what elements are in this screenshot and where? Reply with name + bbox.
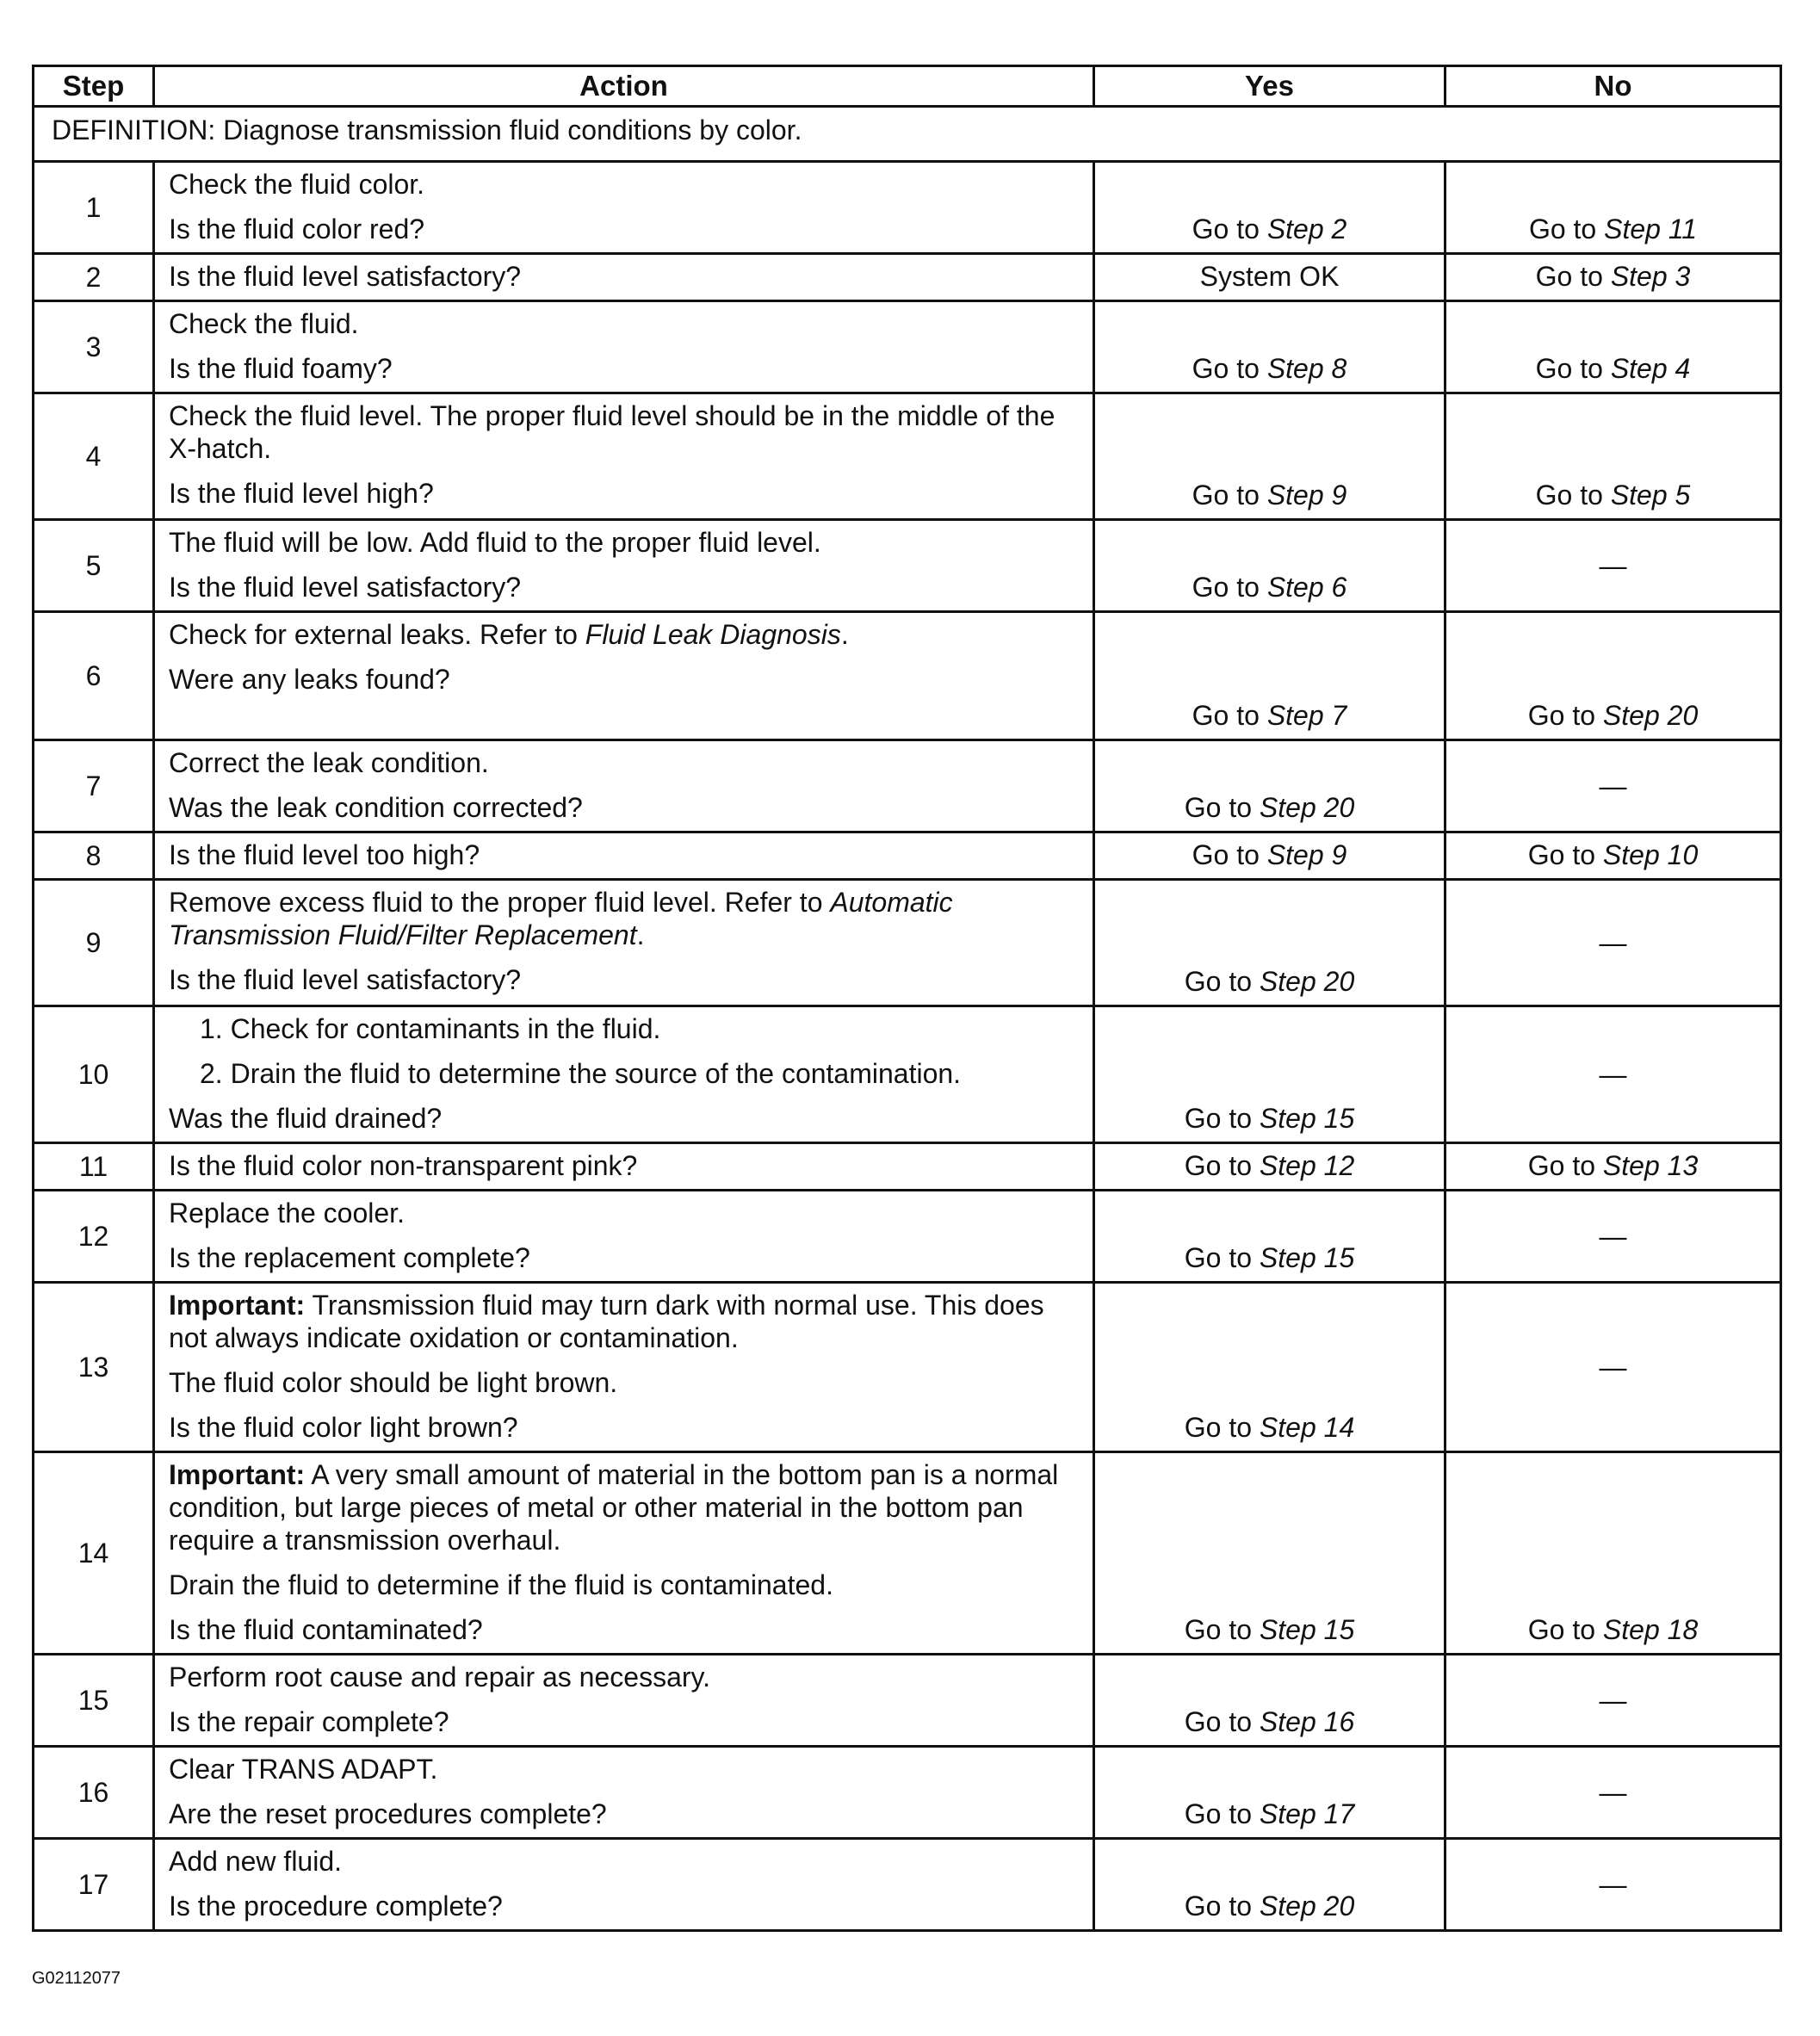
yes-text: Go to xyxy=(1192,480,1267,511)
action-text: Was the leak condition corrected? xyxy=(169,792,583,823)
no-text: — xyxy=(1599,1220,1627,1252)
action-line xyxy=(169,1241,1079,1274)
action-cell xyxy=(154,1283,1094,1452)
action-line xyxy=(169,886,1079,951)
yes-cell xyxy=(1094,162,1445,254)
yes-step-ref: Step 14 xyxy=(1259,1412,1355,1443)
action-text: Drain the fluid to determine the source of the contamination. xyxy=(230,1058,962,1089)
table-row xyxy=(34,1452,1781,1655)
yes-text: Go to xyxy=(1192,353,1267,384)
list-number: 1. xyxy=(200,1013,223,1044)
table-row xyxy=(34,1655,1781,1747)
table-row xyxy=(34,740,1781,832)
yes-text: Go to xyxy=(1184,1706,1260,1737)
no-cell xyxy=(1445,1747,1781,1839)
table-row xyxy=(34,254,1781,301)
yes-text: Go to xyxy=(1184,966,1260,997)
action-text: Check the fluid. xyxy=(169,308,359,339)
action-text: Replace the cooler. xyxy=(169,1197,405,1228)
action-line xyxy=(169,1845,1079,1878)
action-text: Correct the leak condition. xyxy=(169,747,489,778)
table-row xyxy=(34,1143,1781,1191)
action-line xyxy=(169,1569,1079,1601)
list-number: 2. xyxy=(200,1058,223,1089)
action-text: Check for external leaks. Refer to xyxy=(169,619,585,650)
step-number: 6 xyxy=(34,612,154,740)
yes-text: Go to xyxy=(1192,839,1267,870)
no-text: — xyxy=(1599,1351,1627,1383)
action-text: Was the fluid drained? xyxy=(169,1103,443,1134)
action-cell xyxy=(154,1006,1094,1143)
action-line xyxy=(169,1366,1079,1399)
yes-text: Go to xyxy=(1192,572,1267,603)
no-text: Go to xyxy=(1527,1614,1603,1645)
action-cell xyxy=(154,301,1094,393)
yes-cell xyxy=(1094,1452,1445,1655)
step-number: 4 xyxy=(34,393,154,520)
yes-cell xyxy=(1094,393,1445,520)
header-step: Step xyxy=(34,66,154,107)
yes-step-ref: Step 17 xyxy=(1259,1798,1355,1829)
no-step-ref: Step 5 xyxy=(1610,480,1691,511)
action-text: Are the reset procedures complete? xyxy=(169,1798,607,1829)
action-text: Add new fluid. xyxy=(169,1846,343,1877)
table-row xyxy=(34,880,1781,1006)
action-line xyxy=(169,1613,1079,1646)
table-row xyxy=(34,393,1781,520)
table-body xyxy=(34,107,1781,1931)
yes-step-ref: Step 15 xyxy=(1259,1242,1355,1273)
step-number: 10 xyxy=(34,1006,154,1143)
table-row xyxy=(34,520,1781,612)
action-cell xyxy=(154,520,1094,612)
action-text: Is the fluid color light brown? xyxy=(169,1412,518,1443)
definition-text: DEFINITION: Diagnose transmission fluid conditions by color. xyxy=(34,107,1781,162)
action-text: Is the fluid level high? xyxy=(169,478,434,509)
yes-cell xyxy=(1094,1655,1445,1747)
action-cell xyxy=(154,162,1094,254)
action-line xyxy=(169,1458,1079,1556)
action-line xyxy=(169,307,1079,340)
action-text: The fluid color should be light brown. xyxy=(169,1367,618,1398)
action-line xyxy=(169,1753,1079,1785)
action-line xyxy=(169,791,1079,824)
yes-cell xyxy=(1094,612,1445,740)
action-line xyxy=(169,1890,1079,1922)
action-list-item xyxy=(169,1012,1079,1045)
yes-cell xyxy=(1094,1191,1445,1283)
action-line xyxy=(169,1411,1079,1444)
action-text: Is the fluid color red? xyxy=(169,214,425,244)
no-text: — xyxy=(1599,770,1627,801)
yes-cell xyxy=(1094,1283,1445,1452)
no-cell xyxy=(1445,393,1781,520)
yes-cell xyxy=(1094,254,1445,301)
yes-step-ref: Step 9 xyxy=(1266,480,1347,511)
action-text: Is the repair complete? xyxy=(169,1706,449,1737)
no-cell xyxy=(1445,162,1781,254)
action-text: Check for contaminants in the fluid. xyxy=(230,1013,661,1044)
action-line xyxy=(169,526,1079,559)
action-text: Is the fluid level satisfactory? xyxy=(169,572,522,603)
action-line xyxy=(169,1289,1079,1354)
action-line xyxy=(169,260,1079,293)
table-row xyxy=(34,1839,1781,1931)
yes-text: Go to xyxy=(1192,700,1267,731)
yes-text: Go to xyxy=(1184,1412,1260,1443)
no-text: Go to xyxy=(1527,1150,1603,1181)
yes-text: System OK xyxy=(1199,261,1340,292)
no-cell xyxy=(1445,1655,1781,1747)
yes-text: Go to xyxy=(1184,1798,1260,1829)
step-number: 2 xyxy=(34,254,154,301)
action-line xyxy=(169,963,1079,996)
no-text: — xyxy=(1599,1776,1627,1808)
no-text: Go to xyxy=(1528,214,1605,244)
no-step-ref: Step 13 xyxy=(1602,1150,1699,1181)
yes-cell xyxy=(1094,1839,1445,1931)
action-text-suffix: . xyxy=(840,619,849,650)
action-text: Perform root cause and repair as necessary. xyxy=(169,1662,711,1693)
action-list-item xyxy=(169,1057,1079,1090)
table-row xyxy=(34,1191,1781,1283)
no-step-ref: Step 20 xyxy=(1602,700,1699,731)
no-text: Go to xyxy=(1535,261,1611,292)
action-text: Check the fluid level. The proper fluid level should be in the middle of the X-hatch. xyxy=(169,400,1055,464)
diagnostic-table xyxy=(32,65,1782,1932)
yes-step-ref: Step 15 xyxy=(1259,1614,1355,1645)
action-text: Is the fluid color non-transparent pink? xyxy=(169,1150,638,1181)
action-line xyxy=(169,1149,1079,1182)
action-text: Is the fluid contaminated? xyxy=(169,1614,483,1645)
no-cell xyxy=(1445,1191,1781,1283)
step-number: 15 xyxy=(34,1655,154,1747)
no-text: Go to xyxy=(1527,700,1603,731)
action-text-suffix: . xyxy=(636,919,645,950)
yes-cell xyxy=(1094,1006,1445,1143)
action-line xyxy=(169,1798,1079,1830)
yes-step-ref: Step 9 xyxy=(1266,839,1347,870)
no-text: — xyxy=(1599,1058,1627,1090)
table-row xyxy=(34,301,1781,393)
header-action: Action xyxy=(154,66,1094,107)
action-cell xyxy=(154,1143,1094,1191)
reference-title: Fluid Leak Diagnosis xyxy=(585,619,841,650)
action-line xyxy=(169,1102,1079,1135)
action-line xyxy=(169,839,1079,871)
yes-step-ref: Step 16 xyxy=(1259,1706,1355,1737)
header-yes: Yes xyxy=(1094,66,1445,107)
no-step-ref: Step 3 xyxy=(1610,261,1691,292)
step-number: 11 xyxy=(34,1143,154,1191)
action-text: Is the fluid foamy? xyxy=(169,353,393,384)
no-cell xyxy=(1445,1143,1781,1191)
action-line xyxy=(169,168,1079,201)
no-text: — xyxy=(1599,926,1627,958)
action-line xyxy=(169,746,1079,779)
action-cell xyxy=(154,612,1094,740)
yes-text: Go to xyxy=(1192,214,1267,244)
definition-row xyxy=(34,107,1781,162)
no-step-ref: Step 11 xyxy=(1604,214,1698,244)
yes-step-ref: Step 12 xyxy=(1259,1150,1355,1181)
no-text: — xyxy=(1599,549,1627,581)
yes-cell xyxy=(1094,740,1445,832)
action-line xyxy=(169,618,1079,651)
step-number: 13 xyxy=(34,1283,154,1452)
step-number: 9 xyxy=(34,880,154,1006)
action-text: Were any leaks found? xyxy=(169,664,450,695)
action-cell xyxy=(154,740,1094,832)
no-cell xyxy=(1445,832,1781,880)
action-text: Remove excess fluid to the proper fluid level. Refer to xyxy=(169,887,831,918)
step-number: 1 xyxy=(34,162,154,254)
yes-cell xyxy=(1094,880,1445,1006)
no-step-ref: Step 18 xyxy=(1602,1614,1699,1645)
action-cell xyxy=(154,1191,1094,1283)
yes-text: Go to xyxy=(1184,1891,1260,1922)
action-text: A very small amount of material in the bottom pan is a normal condition, but large pieces of metal or other material in the bottom pan require a transmission overhaul. xyxy=(169,1459,1059,1556)
action-line xyxy=(169,213,1079,245)
step-number: 14 xyxy=(34,1452,154,1655)
action-text: Is the replacement complete? xyxy=(169,1242,530,1273)
header-no: No xyxy=(1445,66,1781,107)
yes-step-ref: Step 20 xyxy=(1259,792,1355,823)
important-label: Important: xyxy=(169,1290,306,1321)
action-line xyxy=(169,352,1079,385)
no-step-ref: Step 10 xyxy=(1602,839,1699,870)
header-row xyxy=(34,66,1781,107)
action-cell xyxy=(154,1839,1094,1931)
step-number: 8 xyxy=(34,832,154,880)
yes-cell xyxy=(1094,832,1445,880)
no-step-ref: Step 4 xyxy=(1610,353,1691,384)
no-cell xyxy=(1445,520,1781,612)
yes-cell xyxy=(1094,301,1445,393)
action-cell xyxy=(154,1452,1094,1655)
step-number: 12 xyxy=(34,1191,154,1283)
step-number: 7 xyxy=(34,740,154,832)
yes-step-ref: Step 20 xyxy=(1259,966,1355,997)
action-text: Is the fluid level satisfactory? xyxy=(169,261,522,292)
diagnostic-table-container xyxy=(32,65,1780,1932)
action-cell xyxy=(154,254,1094,301)
yes-step-ref: Step 7 xyxy=(1266,700,1347,731)
no-cell xyxy=(1445,880,1781,1006)
no-cell xyxy=(1445,612,1781,740)
action-text: Clear TRANS ADAPT. xyxy=(169,1754,438,1785)
no-text: — xyxy=(1599,1868,1627,1900)
important-label: Important: xyxy=(169,1459,306,1490)
action-line xyxy=(169,663,1079,696)
action-text: Drain the fluid to determine if the fluid is contaminated. xyxy=(169,1569,833,1600)
figure-id: G02112077 xyxy=(32,1969,121,1988)
action-text: The fluid will be low. Add fluid to the proper fluid level. xyxy=(169,527,821,558)
yes-step-ref: Step 15 xyxy=(1259,1103,1355,1134)
no-cell xyxy=(1445,301,1781,393)
yes-text: Go to xyxy=(1184,792,1260,823)
yes-step-ref: Step 6 xyxy=(1266,572,1347,603)
table-row xyxy=(34,612,1781,740)
no-cell xyxy=(1445,1839,1781,1931)
no-cell xyxy=(1445,1283,1781,1452)
step-number: 5 xyxy=(34,520,154,612)
yes-cell xyxy=(1094,520,1445,612)
action-text: Transmission fluid may turn dark with normal use. This does not always indicate oxidation or contamination. xyxy=(169,1290,1044,1353)
table-row xyxy=(34,1283,1781,1452)
yes-cell xyxy=(1094,1747,1445,1839)
no-text: Go to xyxy=(1527,839,1603,870)
no-cell xyxy=(1445,740,1781,832)
action-text: Is the procedure complete? xyxy=(169,1891,503,1922)
action-line xyxy=(169,571,1079,603)
yes-step-ref: Step 20 xyxy=(1259,1891,1355,1922)
no-text: Go to xyxy=(1535,353,1611,384)
no-text: Go to xyxy=(1535,480,1611,511)
table-row xyxy=(34,162,1781,254)
action-cell xyxy=(154,880,1094,1006)
action-line xyxy=(169,477,1079,510)
action-cell xyxy=(154,832,1094,880)
yes-cell xyxy=(1094,1143,1445,1191)
action-line xyxy=(169,1197,1079,1229)
yes-step-ref: Step 8 xyxy=(1266,353,1347,384)
no-text: — xyxy=(1599,1684,1627,1716)
action-text: Is the fluid level satisfactory? xyxy=(169,964,522,995)
action-cell xyxy=(154,1655,1094,1747)
action-line xyxy=(169,1705,1079,1738)
no-cell xyxy=(1445,254,1781,301)
no-cell xyxy=(1445,1006,1781,1143)
reference-title: Automatic Transmission Fluid/Filter Replacement xyxy=(169,887,953,950)
yes-step-ref: Step 2 xyxy=(1266,214,1347,244)
action-line xyxy=(169,399,1079,465)
yes-text: Go to xyxy=(1184,1103,1260,1134)
table-row xyxy=(34,1006,1781,1143)
step-number: 16 xyxy=(34,1747,154,1839)
step-number: 17 xyxy=(34,1839,154,1931)
action-line xyxy=(169,1661,1079,1693)
action-cell xyxy=(154,1747,1094,1839)
table-row xyxy=(34,1747,1781,1839)
no-cell xyxy=(1445,1452,1781,1655)
action-text: Check the fluid color. xyxy=(169,169,425,200)
yes-text: Go to xyxy=(1184,1614,1260,1645)
action-cell xyxy=(154,393,1094,520)
table-row xyxy=(34,832,1781,880)
step-number: 3 xyxy=(34,301,154,393)
yes-text: Go to xyxy=(1184,1242,1260,1273)
action-text: Is the fluid level too high? xyxy=(169,839,480,870)
yes-text: Go to xyxy=(1184,1150,1260,1181)
